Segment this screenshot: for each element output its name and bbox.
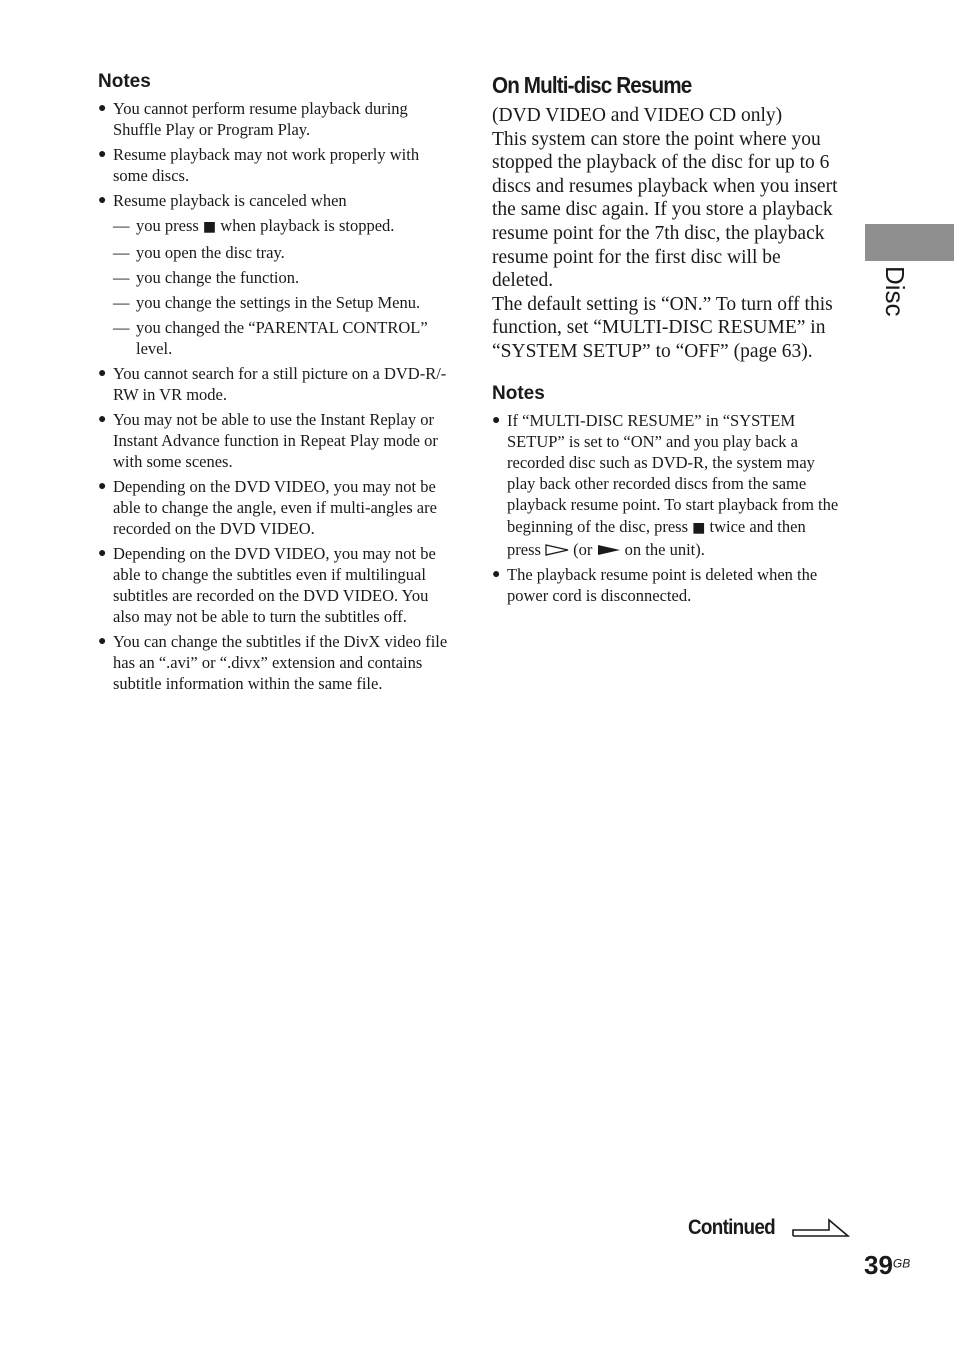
page-number: $39^{GB}$ [864, 1250, 911, 1280]
notes-right [492, 382, 842, 607]
body-paragraph: This system can store the point where you stopped the playback of the disc for up to 6 discs and resumes playback when you insert the same disc again. If you store a playback resume point for the 7th disc, the playback resume point for the first disc will be deleted. [492, 128, 838, 292]
sub-item: — you open the disc tray. [113, 243, 285, 262]
stop-square-icon: ■ [202, 219, 217, 235]
notes-list-left [98, 98, 450, 694]
bullet-icon: ● [98, 546, 107, 561]
note-item: ● You can change the subtitles if the DivX video file has an “.avi” or “.divx” extension and contains subtitle information within the same file. [98, 632, 448, 693]
section-tab-label: Disc [880, 266, 910, 317]
bullet-icon: ● [98, 479, 107, 494]
note-item: ● You cannot perform resume playback during Shuffle Play or Program Play. [98, 99, 408, 139]
section-tab-marker [865, 224, 954, 261]
bullet-icon: ● [98, 366, 107, 381]
left-column [98, 70, 450, 698]
play-filled-icon [597, 544, 621, 556]
notes-heading-right: Notes [492, 382, 545, 404]
play-outline-icon [545, 544, 569, 556]
sub-item: — you change the function. [113, 268, 300, 287]
bullet-icon: ● [492, 412, 501, 428]
body-paragraph: (DVD VIDEO and VIDEO CD only) [492, 105, 783, 126]
notes-list-right [492, 410, 842, 607]
section-title: On Multi-disc Resume [492, 72, 692, 98]
notes-heading-left: Notes [98, 71, 151, 92]
sub-item: — you changed the “PARENTAL CONTROL” level. [113, 318, 428, 358]
body-paragraph: The default setting is “ON.” To turn off this function, set “MULTI-DISC RESUME” in “SYSTEM SETUP” to “OFF” (page 63). [492, 293, 833, 362]
note-item: ● Resume playback is canceled when — you press ■ when playback is stopped. — you open the disc tray. — you change the function. — you change the settings in the Setup Menu. — you changed the “PARENTAL CONTROL” level. [98, 190, 450, 359]
bullet-icon: ● [492, 566, 501, 582]
right-column [492, 70, 842, 610]
stop-square-icon: ■ [692, 519, 706, 536]
sub-item: — you change the settings in the Setup Menu. [113, 293, 421, 312]
note-item: ● Resume playback may not work properly with some discs. [98, 145, 420, 185]
note-item: ● You cannot search for a still picture on a DVD-R/-RW in VR mode. [98, 364, 447, 404]
note-item: ● You may not be able to use the Instant Replay or Instant Advance function in Repeat Play mode or with some scenes. [98, 410, 438, 471]
note-item: ● Depending on the DVD VIDEO, you may not be able to change the angle, even if multi-angles are recorded on the DVD VIDEO. [98, 477, 437, 538]
bullet-icon: ● [98, 101, 107, 116]
cancel-conditions-list [113, 215, 450, 359]
sub-item: — you press ■ when playback is stopped. [113, 216, 395, 235]
bullet-icon: ● [98, 412, 107, 427]
continued-arrow-icon [791, 1217, 851, 1239]
continued-label: Continued [688, 1216, 775, 1239]
note-item: ● If “MULTI-DISC RESUME” in “SYSTEM SETUP” is set to “ON” and you play back a recorded disc such as DVD-R, the system may play back other recorded discs from the same playback resume point. To start playback from the beginning of the disc, press ■ twice and then press (or on the unit). [492, 410, 839, 559]
bullet-icon: ● [98, 193, 107, 208]
note-item: ● The playback resume point is deleted when the power cord is disconnected. [492, 564, 818, 606]
continued-indicator [688, 1216, 851, 1240]
bullet-icon: ● [98, 147, 107, 162]
note-item: ● Depending on the DVD VIDEO, you may not be able to change the subtitles even if multilingual subtitles are recorded on the DVD VIDEO. You also may not be able to turn the subtitles off. [98, 544, 436, 626]
bullet-icon: ● [98, 634, 107, 649]
